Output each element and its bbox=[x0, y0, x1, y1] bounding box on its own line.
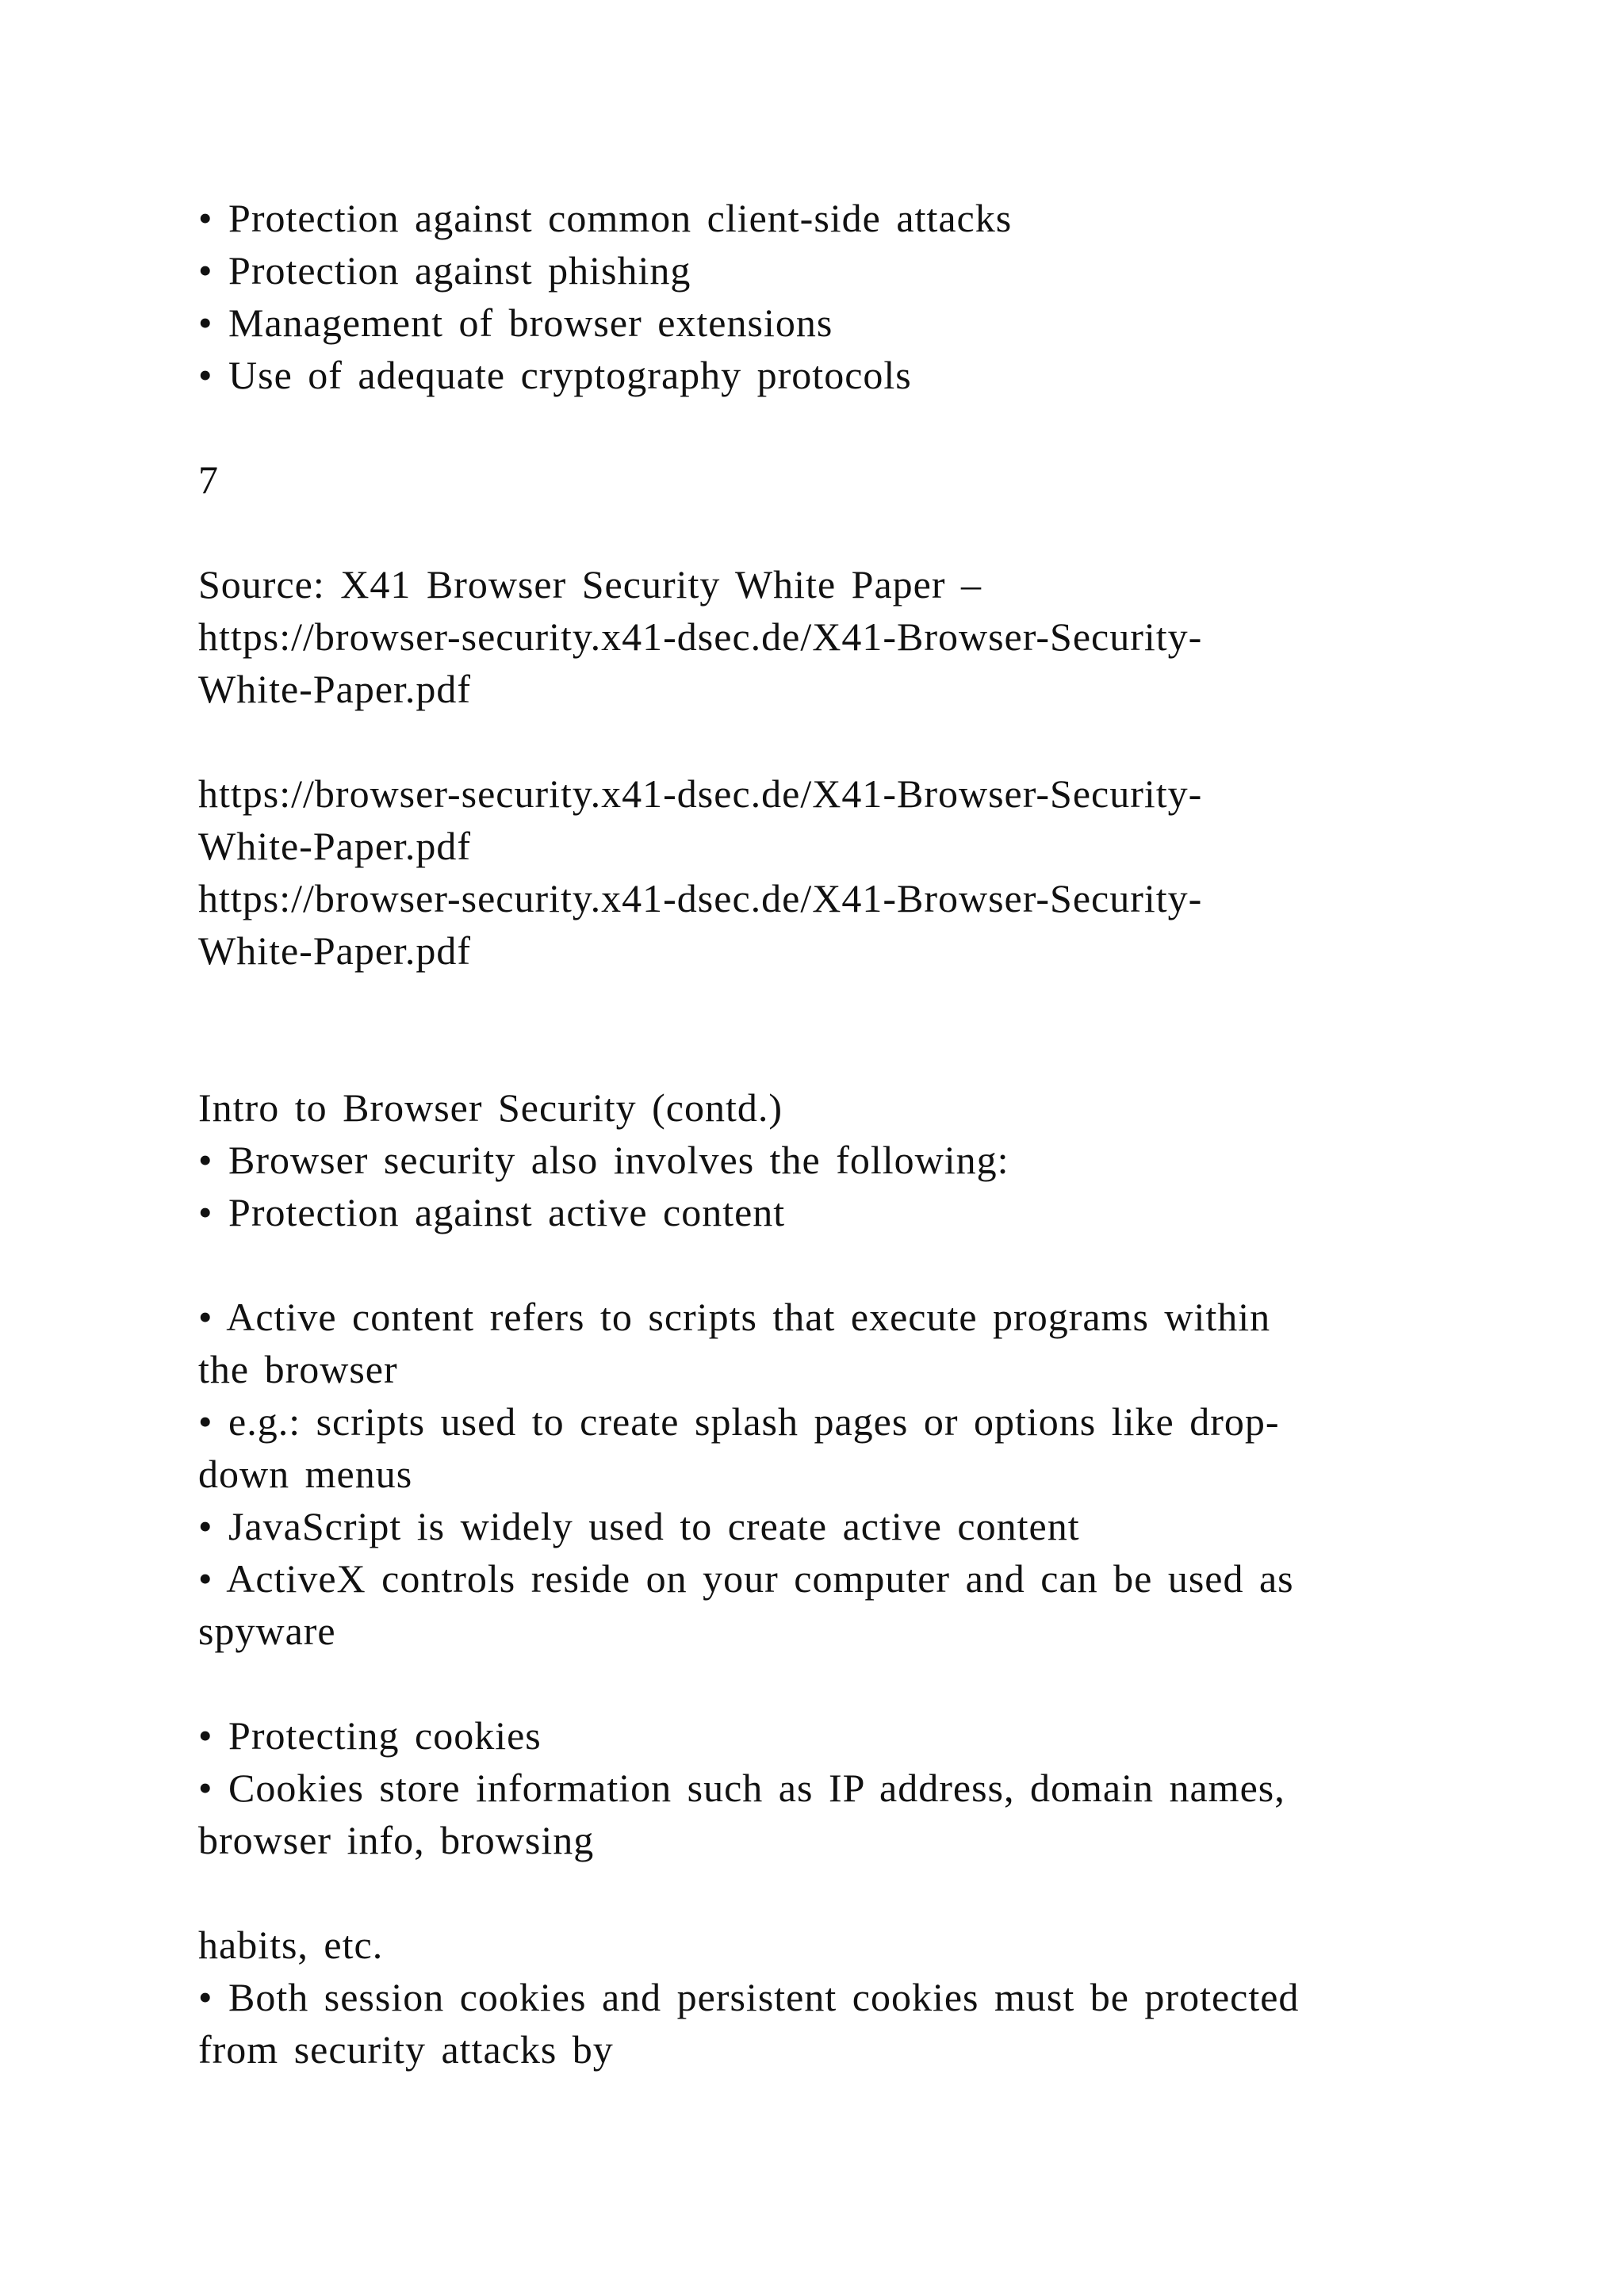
source-url-line-1: https://browser-security.x41-dsec.de/X41-Browser-Security- bbox=[198, 614, 1203, 659]
section-heading: Intro to Browser Security (contd.) bbox=[198, 1085, 783, 1130]
bullet-session-cookies: • Both session cookies and persistent cookies must be protected bbox=[198, 1975, 1300, 2019]
bullet-client-side-attacks: • Protection against common client-side attacks bbox=[198, 196, 1013, 240]
bullet-protecting-cookies: • Protecting cookies bbox=[198, 1713, 542, 1758]
source-line: Source: X41 Browser Security White Paper – bbox=[198, 562, 982, 607]
bullet-active-content-def-2: the browser bbox=[198, 1347, 398, 1391]
bullet-extensions: • Management of browser extensions bbox=[198, 300, 833, 345]
url-repeat-1-line-1: https://browser-security.x41-dsec.de/X41-Browser-Security- bbox=[198, 771, 1203, 816]
bullet-active-content-def: • Active content refers to scripts that execute programs within bbox=[198, 1295, 1271, 1339]
url-repeat-1-line-2: White-Paper.pdf bbox=[198, 824, 472, 868]
bullet-cryptography: • Use of adequate cryptography protocols bbox=[198, 353, 912, 397]
url-repeat-2-line-2: White-Paper.pdf bbox=[198, 928, 472, 973]
bullet-cookies-store: • Cookies store information such as IP address, domain names, bbox=[198, 1766, 1285, 1810]
source-url-line-2: White-Paper.pdf bbox=[198, 667, 472, 711]
bullet-phishing: • Protection against phishing bbox=[198, 248, 691, 293]
bullet-cookies-store-2: browser info, browsing bbox=[198, 1818, 595, 1862]
bullet-example: • e.g.: scripts used to create splash pages or options like drop- bbox=[198, 1399, 1280, 1444]
bullet-javascript: • JavaScript is widely used to create active content bbox=[198, 1504, 1080, 1548]
bullet-example-2: down menus bbox=[198, 1452, 413, 1496]
bullet-active-content: • Protection against active content bbox=[198, 1190, 786, 1234]
page-number: 7 bbox=[198, 457, 219, 502]
habits-line: habits, etc. bbox=[198, 1923, 384, 1967]
bullet-session-cookies-2: from security attacks by bbox=[198, 2027, 614, 2072]
url-repeat-2-line-1: https://browser-security.x41-dsec.de/X41-Browser-Security- bbox=[198, 876, 1203, 920]
bullet-involves: • Browser security also involves the following: bbox=[198, 1138, 1009, 1182]
bullet-activex-2: spyware bbox=[198, 1609, 336, 1653]
bullet-activex: • ActiveX controls reside on your computer and can be used as bbox=[198, 1556, 1294, 1601]
